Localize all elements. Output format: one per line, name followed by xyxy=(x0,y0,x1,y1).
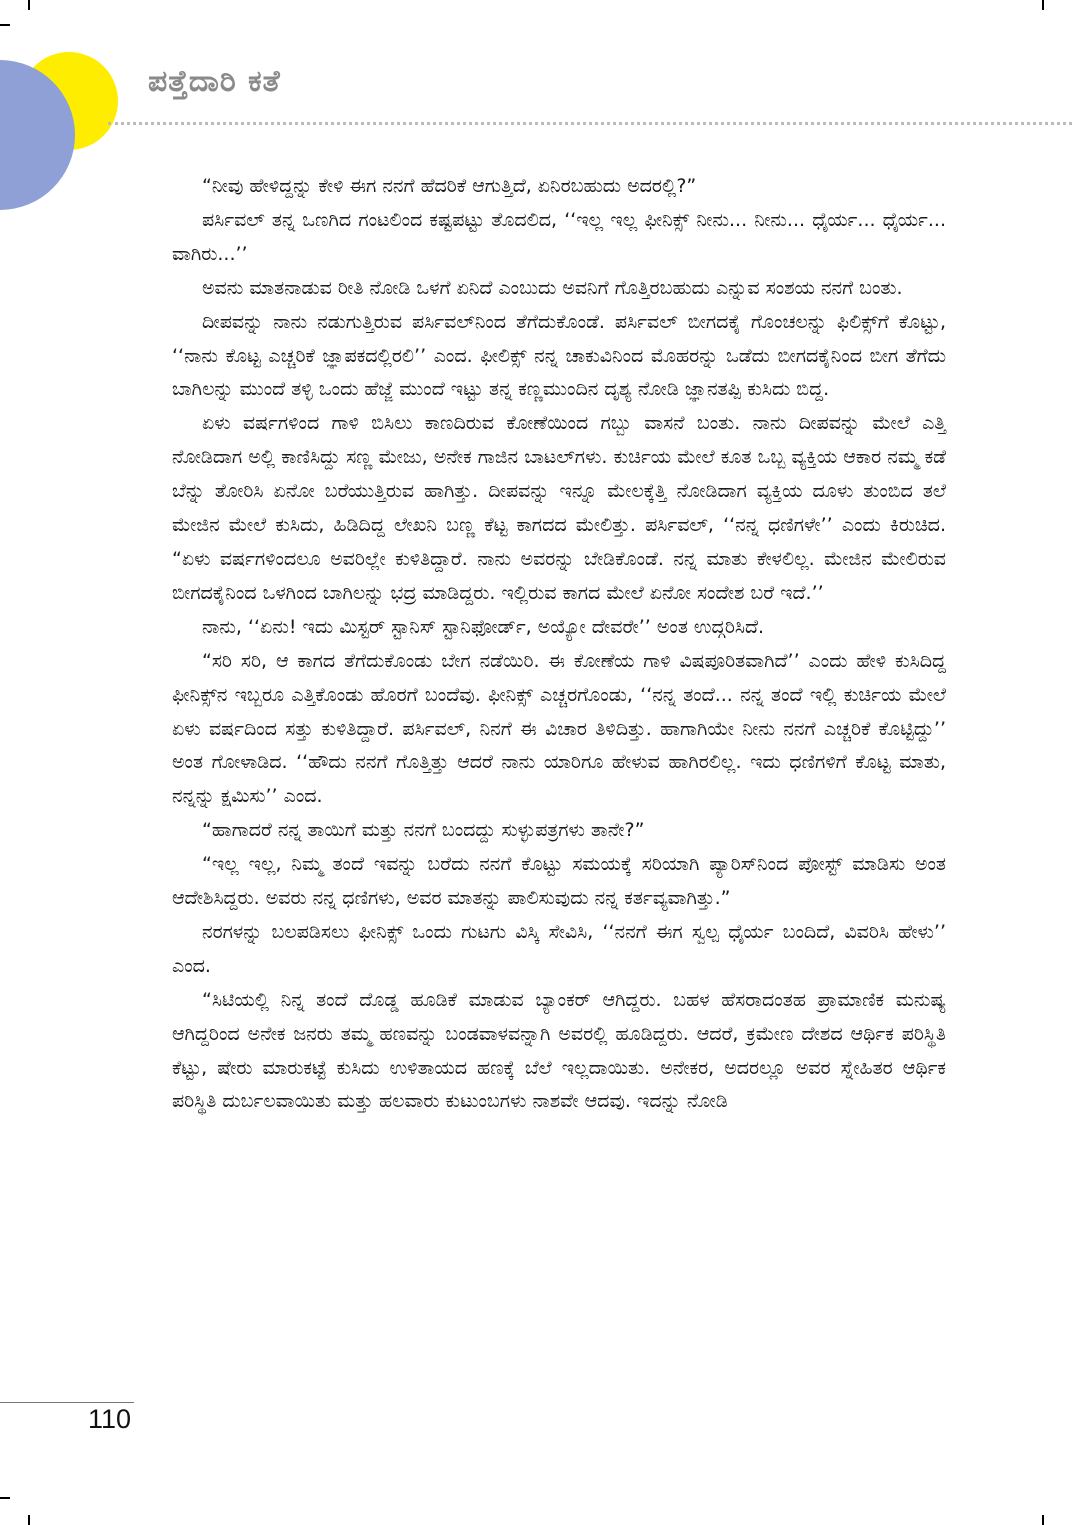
crop-mark xyxy=(0,24,10,26)
header-decoration xyxy=(0,40,130,215)
paragraph: “ಸರಿ ಸರಿ, ಆ ಕಾಗದ ತೆಗೆದುಕೊಂಡು ಬೇಗ ನಡೆಯಿರಿ. ಈ ಕೋಣೆಯ ಗಾಳಿ ವಿಷಪೂರಿತವಾಗಿದೆ’’ ಎಂದು ಹೇಳಿ ಕುಸಿದಿದ್ದ ಫೀನಿಕ್ಸ್‌ನ ಇಬ್ಬರೂ ಎತ್ತಿಕೊಂಡು ಹೊರಗೆ ಬಂದೆವು. ಫೀನಿಕ್ಸ್ ಎಚ್ಚರಗೊಂಡು, ‘‘ನನ್ನ ತಂದೆ... ನನ್ನ ತಂದೆ ಇಲ್ಲಿ ಕುರ್ಚಿಯ ಮೇಲೆ ಏಳು ವರ್ಷದಿಂದ ಸತ್ತು ಕುಳಿತಿದ್ದಾರೆ. ಪರ್ಸಿವಲ್, ನಿನಗೆ ಈ ವಿಚಾರ ತಿಳಿದಿತ್ತು. ಹಾಗಾಗಿಯೇ ನೀನು ನನಗೆ ಎಚ್ಚರಿಕೆ ಕೊಟ್ಟಿದ್ದು’’ ಅಂತ ಗೋಳಾಡಿದ. ‘‘ಹೌದು ನನಗೆ ಗೊತ್ತಿತ್ತು ಆದರೆ ನಾನು ಯಾರಿಗೂ ಹೇಳುವ ಹಾಗಿರಲಿಲ್ಲ. ಇದು ಧಣಿಗಳಿಗೆ ಕೊಟ್ಟ ಮಾತು, ನನ್ನನ್ನು ಕ್ಷಮಿಸು’’ ಎಂದ. xyxy=(172,649,946,808)
story-text xyxy=(172,170,946,1119)
paragraph: “ಇಲ್ಲ ಇಲ್ಲ, ನಿಮ್ಮ ತಂದೆ ಇವನ್ನು ಬರೆದು ನನಗೆ ಕೊಟ್ಟು ಸಮಯಕ್ಕೆ ಸರಿಯಾಗಿ ಪ್ಯಾರಿಸ್‌ನಿಂದ ಪೋಸ್ಟ್ ಮಾಡಿಸು ಅಂತ ಆದೇಶಿಸಿದ್ದರು. ಅವರು ನನ್ನ ಧಣಿಗಳು, ಅವರ ಮಾತನ್ನು ಪಾಲಿಸುವುದು ನನ್ನ ಕರ್ತವ್ಯವಾಗಿತ್ತು.” xyxy=(172,853,946,910)
crop-mark xyxy=(1042,0,1044,10)
header-divider xyxy=(108,122,1072,125)
paragraph: “ನೀವು ಹೇಳಿದ್ದನ್ನು ಕೇಳಿ ಈಗ ನನಗೆ ಹೆದರಿಕೆ ಆಗುತ್ತಿದೆ, ಏನಿರಬಹುದು ಅದರಲ್ಲಿ?” xyxy=(202,175,697,197)
crop-mark xyxy=(28,1515,30,1525)
page-number: 110 xyxy=(88,1404,132,1434)
paragraph: ಅವನು ಮಾತನಾಡುವ ರೀತಿ ನೋಡಿ ಒಳಗೆ ಏನಿದೆ ಎಂಬುದು ಅವನಿಗೆ ಗೊತ್ತಿರಬಹುದು ಎನ್ನುವ ಸಂಶಯ ನನಗೆ ಬಂತು. xyxy=(202,276,903,299)
paragraph: “ಸಿಟಿಯಲ್ಲಿ ನಿನ್ನ ತಂದೆ ದೊಡ್ಡ ಹೂಡಿಕೆ ಮಾಡುವ ಬ್ಯಾಂಕರ್ ಆಗಿದ್ದರು. ಬಹಳ ಹೆಸರಾದಂತಹ ಪ್ರಾಮಾಣಿಕ ಮನುಷ್ಯ ಆಗಿದ್ದರಿಂದ ಅನೇಕ ಜನರು ತಮ್ಮ ಹಣವನ್ನು ಬಂಡವಾಳವನ್ನಾಗಿ ಅವರಲ್ಲಿ ಹೂಡಿದ್ದರು. ಆದರೆ, ಕ್ರಮೇಣ ದೇಶದ ಆರ್ಥಿಕ ಪರಿಸ್ಥಿತಿ ಕೆಟ್ಟು, ಷೇರು ಮಾರುಕಟ್ಟೆ ಕುಸಿದು ಉಳಿತಾಯದ ಹಣಕ್ಕೆ ಬೆಲೆ ಇಲ್ಲದಾಯಿತು. ಅನೇಕರ, ಅದರಲ್ಲೂ ಅವರ ಸ್ನೇಹಿತರ ಆರ್ಥಿಕ ಪರಿಸ್ಥಿತಿ ದುರ್ಬಲವಾಯಿತು ಮತ್ತು ಹಲವಾರು ಕುಟುಂಬಗಳು ನಾಶವೇ ಆದವು. ಇದನ್ನು ನೋಡಿ xyxy=(172,988,946,1113)
crop-mark xyxy=(1042,1515,1044,1525)
paragraph: ದೀಪವನ್ನು ನಾನು ನಡುಗುತ್ತಿರುವ ಪರ್ಸಿವಲ್‌ನಿಂದ ತೆಗೆದುಕೊಂಡೆ. ಪರ್ಸಿವಲ್ ಬೀಗದಕೈ ಗೊಂಚಲನ್ನು ಫಿಲಿಕ್ಸ್‌ಗೆ ಕೊಟ್ಟು, ‘‘ನಾನು ಕೊಟ್ಟ ಎಚ್ಚರಿಕೆ ಜ್ಞಾಪಕದಲ್ಲಿರಲಿ’’ ಎಂದ. ಫೀಲಿಕ್ಸ್ ನನ್ನ ಚಾಕುವಿನಿಂದ ಮೊಹರನ್ನು ಒಡೆದು ಬೀಗದಕೈನಿಂದ ಬೀಗ ತೆಗೆದು ಬಾಗಿಲನ್ನು ಮುಂದೆ ತಳ್ಳಿ ಒಂದು ಹೆಜ್ಜೆ ಮುಂದೆ ಇಟ್ಟು ತನ್ನ ಕಣ್ಣಮುಂದಿನ ದೃಶ್ಯ ನೋಡಿ ಜ್ಞಾನತಪ್ಪಿ ಕುಸಿದು ಬಿದ್ದ. xyxy=(172,310,946,401)
paragraph: ನಾನು, ‘‘ಏನು! ಇದು ಮಿಸ್ಟರ್ ಸ್ಟಾನಿಸ್ ಸ್ಟಾನಿಫೋರ್ಡ್, ಅಯ್ಯೋ ದೇವರೇ’’ ಅಂತ ಉದ್ಗರಿಸಿದೆ. xyxy=(202,615,765,638)
crop-mark xyxy=(28,0,30,10)
page-header-title: ಪತ್ತೆದಾರಿ ಕತೆ xyxy=(148,64,281,99)
paragraph: ಏಳು ವರ್ಷಗಳಿಂದ ಗಾಳಿ ಬಿಸಿಲು ಕಾಣದಿರುವ ಕೋಣೆಯಿಂದ ಗಬ್ಬು ವಾಸನೆ ಬಂತು. ನಾನು ದೀಪವನ್ನು ಮೇಲೆ ಎತ್ತಿ ನೋಡಿದಾಗ ಅಲ್ಲಿ ಕಾಣಿಸಿದ್ದು ಸಣ್ಣ ಮೇಜು, ಅನೇಕ ಗಾಜಿನ ಬಾಟಲ್‌ಗಳು. ಕುರ್ಚಿಯ ಮೇಲೆ ಕೂತ ಒಬ್ಬ ವ್ಯಕ್ತಿಯ ಆಕಾರ ನಮ್ಮ ಕಡೆ ಬೆನ್ನು ತೋರಿಸಿ ಏನೋ ಬರೆಯುತ್ತಿರುವ ಹಾಗಿತ್ತು. ದೀಪವನ್ನು ಇನ್ನೂ ಮೇಲಕ್ಕೆತ್ತಿ ನೋಡಿದಾಗ ವ್ಯಕ್ತಿಯ ದೂಳು ತುಂಬಿದ ತಲೆ ಮೇಜಿನ ಮೇಲೆ ಕುಸಿದು, ಹಿಡಿದಿದ್ದ ಲೇಖನಿ ಬಣ್ಣ ಕೆಟ್ಟ ಕಾಗದದ ಮೇಲಿತ್ತು. ಪರ್ಸಿವಲ್, ‘‘ನನ್ನ ಧಣಿಗಳೇ’’ ಎಂದು ಕಿರುಚಿದ. “ಏಳು ವರ್ಷಗಳಿಂದಲೂ ಅವರಿಲ್ಲೇ ಕುಳಿತಿದ್ದಾರೆ. ನಾನು ಅವರನ್ನು ಬೇಡಿಕೊಂಡೆ. ನನ್ನ ಮಾತು ಕೇಳಲಿಲ್ಲ. ಮೇಜಿನ ಮೇಲಿರುವ ಬೀಗದಕೈನಿಂದ ಒಳಗಿಂದ ಬಾಗಿಲನ್ನು ಭದ್ರ ಮಾಡಿದ್ದರು. ಇಲ್ಲಿರುವ ಕಾಗದ ಮೇಲೆ ಏನೋ ಸಂದೇಶ ಬರೆ ಇದೆ.’’ xyxy=(172,412,946,604)
footer-divider xyxy=(0,1402,134,1403)
paragraph: ನರಗಳನ್ನು ಬಲಪಡಿಸಲು ಫೀನಿಕ್ಸ್ ಒಂದು ಗುಟಗು ವಿಸ್ಕಿ ಸೇವಿಸಿ, ‘‘ನನಗೆ ಈಗ ಸ್ವಲ್ಪ ಧೈರ್ಯ ಬಂದಿದೆ, ವಿವರಿಸಿ ಹೇಳು’’ ಎಂದ. xyxy=(172,920,946,977)
crop-mark xyxy=(0,1497,10,1499)
paragraph: “ಹಾಗಾದರೆ ನನ್ನ ತಾಯಿಗೆ ಮತ್ತು ನನಗೆ ಬಂದದ್ದು ಸುಳ್ಳುಪತ್ರಗಳು ತಾನೇ?” xyxy=(202,819,645,842)
paragraph: ಪರ್ಸಿವಲ್ ತನ್ನ ಒಣಗಿದ ಗಂಟಲಿಂದ ಕಷ್ಟಪಟ್ಟು ತೊದಲಿದ, ‘‘ಇಲ್ಲ ಇಲ್ಲ ಫೀನಿಕ್ಸ್ ನೀನು... ನೀನು... ಧೈರ್ಯ... ಧೈರ್ಯ... ವಾಗಿರು...’’ xyxy=(172,208,946,265)
